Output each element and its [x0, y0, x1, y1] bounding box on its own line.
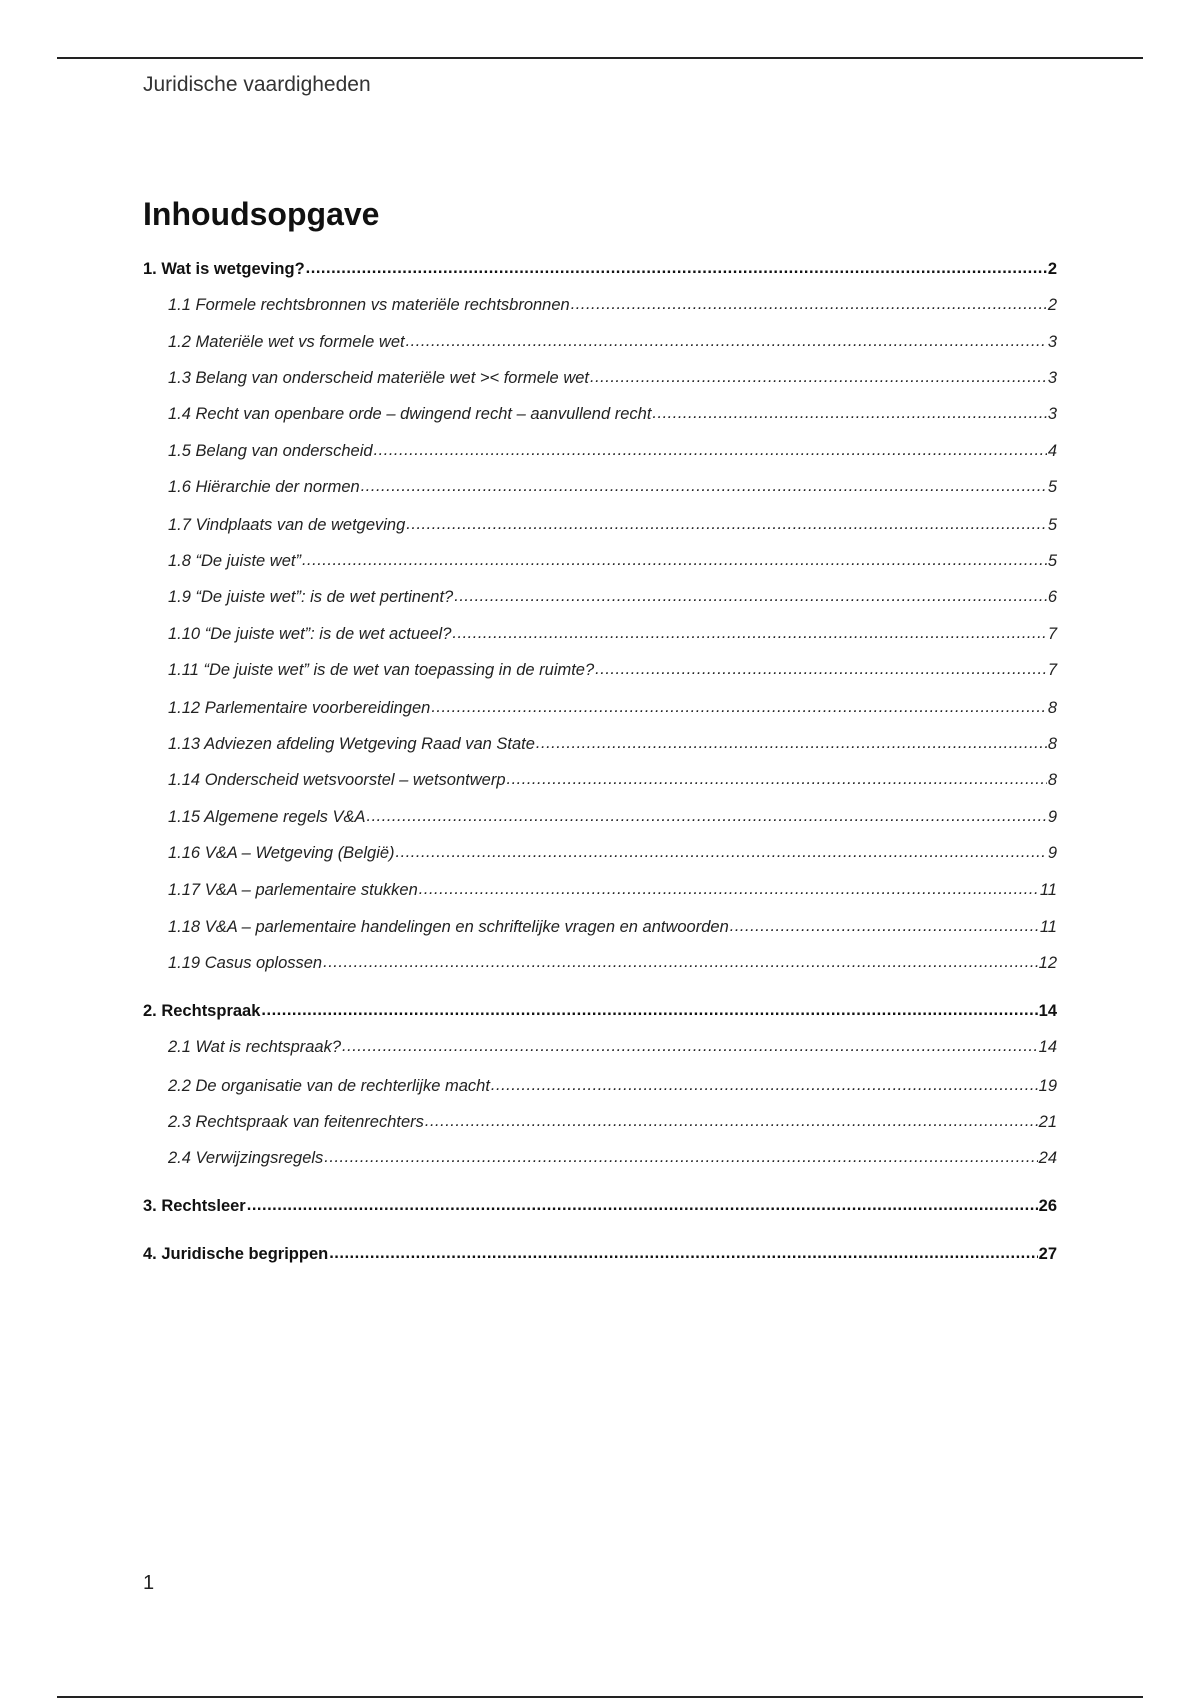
dot-leader — [652, 402, 1046, 424]
toc-entry-page: 24 — [1038, 1149, 1057, 1167]
toc-entry-page: 7 — [1047, 625, 1057, 643]
toc-entry-label: 1.5 Belang van onderscheid — [168, 442, 373, 460]
toc-entry[interactable] — [168, 842, 1057, 864]
toc-entry-label: 1.8 “De juiste wet” — [168, 552, 301, 570]
toc-entry-page: 8 — [1047, 699, 1057, 717]
toc-entry[interactable] — [143, 1243, 1057, 1265]
dot-leader — [595, 658, 1047, 680]
toc-entry[interactable] — [143, 1195, 1057, 1217]
header-rule — [57, 57, 1143, 59]
toc-entry[interactable] — [168, 1036, 1057, 1058]
dot-leader — [419, 878, 1039, 900]
dot-leader — [329, 1242, 1037, 1264]
dot-leader — [491, 1074, 1038, 1096]
toc-entry-label: 1.6 Hiërarchie der normen — [168, 478, 360, 496]
page-number: 1 — [143, 1572, 155, 1594]
toc-entry-label: 1.9 “De juiste wet”: is de wet pertinent? — [168, 588, 454, 606]
dot-leader — [431, 696, 1046, 718]
toc-entry-label: 1.1 Formele rechtsbronnen vs materiële rechtsbronnen — [168, 296, 570, 314]
dot-leader — [590, 366, 1047, 388]
toc-entry-page: 12 — [1038, 954, 1057, 972]
toc-entry-label: 1.11 “De juiste wet” is de wet van toepassing in de ruimte? — [168, 661, 595, 679]
dot-leader — [247, 1194, 1038, 1216]
toc-entry[interactable] — [168, 733, 1057, 755]
toc-title: Inhoudsopgave — [143, 196, 380, 232]
toc-entry[interactable] — [143, 1000, 1057, 1022]
toc-entry-page: 4 — [1047, 442, 1057, 460]
toc-entry-label: 2.2 De organisatie van de rechterlijke macht — [168, 1077, 490, 1095]
dot-leader — [452, 622, 1046, 644]
toc-entry-page: 27 — [1038, 1245, 1057, 1263]
toc-entry-page: 3 — [1047, 369, 1057, 387]
toc-entry-page: 26 — [1038, 1197, 1057, 1215]
toc-entry[interactable] — [168, 659, 1057, 681]
toc-entry-label: 1.18 V&A – parlementaire handelingen en schriftelijke vragen en antwoorden — [168, 918, 729, 936]
toc-entry[interactable] — [168, 769, 1057, 791]
toc-entry-page: 7 — [1047, 661, 1057, 679]
dot-leader — [396, 841, 1047, 863]
toc-entry[interactable] — [168, 294, 1057, 316]
toc-entry[interactable] — [168, 916, 1057, 938]
toc-entry[interactable] — [168, 403, 1057, 425]
dot-leader — [302, 549, 1047, 571]
toc-entry-label: 1.7 Vindplaats van de wetgeving — [168, 516, 406, 534]
toc-entry-label: 1.17 V&A – parlementaire stukken — [168, 881, 418, 899]
dot-leader — [571, 293, 1047, 315]
dot-leader — [425, 1110, 1038, 1132]
toc-entry-label: 2.1 Wat is rechtspraak? — [168, 1038, 342, 1056]
toc-entry-page: 9 — [1047, 844, 1057, 862]
toc-entry[interactable] — [168, 1147, 1057, 1169]
toc-entry-page: 14 — [1038, 1002, 1057, 1020]
toc-entry-label: 1.13 Adviezen afdeling Wetgeving Raad van State — [168, 735, 535, 753]
dot-leader — [536, 732, 1047, 754]
dot-leader — [306, 257, 1047, 279]
toc-entry-label: 2. Rechtspraak — [143, 1002, 261, 1020]
dot-leader — [374, 439, 1047, 461]
footer-rule — [57, 1696, 1143, 1698]
toc-entry-page: 21 — [1038, 1113, 1057, 1131]
toc-entry[interactable] — [168, 550, 1057, 572]
toc-entry-label: 1.14 Onderscheid wetsvoorstel – wetsontwerp — [168, 771, 506, 789]
toc-entry[interactable] — [168, 1111, 1057, 1133]
toc-entry[interactable] — [168, 879, 1057, 901]
toc-entry[interactable] — [168, 586, 1057, 608]
toc-entry-label: 1.3 Belang van onderscheid materiële wet >< formele wet — [168, 369, 589, 387]
toc-entry-label: 2.3 Rechtspraak van feitenrechters — [168, 1113, 424, 1131]
dot-leader — [454, 585, 1047, 607]
toc-entry-label: 1.4 Recht van openbare orde – dwingend recht – aanvullend recht — [168, 405, 652, 423]
toc-entry-page: 2 — [1047, 296, 1057, 314]
toc-entry-label: 1.15 Algemene regels V&A — [168, 808, 366, 826]
toc-entry[interactable] — [143, 258, 1057, 280]
toc-entry-page: 5 — [1047, 516, 1057, 534]
toc-entry-page: 14 — [1038, 1038, 1057, 1056]
toc-entry[interactable] — [168, 367, 1057, 389]
toc-entry-page: 19 — [1038, 1077, 1057, 1095]
dot-leader — [406, 513, 1047, 535]
running-header: Juridische vaardigheden — [143, 73, 371, 96]
toc-entry[interactable] — [168, 1075, 1057, 1097]
toc-entry-page: 3 — [1047, 333, 1057, 351]
toc-entry-page: 6 — [1047, 588, 1057, 606]
dot-leader — [361, 475, 1047, 497]
toc-entry-label: 4. Juridische begrippen — [143, 1245, 329, 1263]
toc-entry[interactable] — [168, 623, 1057, 645]
toc-entry[interactable] — [168, 331, 1057, 353]
toc-entry-label: 1.2 Materiële wet vs formele wet — [168, 333, 405, 351]
dot-leader — [324, 1146, 1037, 1168]
toc-entry-page: 5 — [1047, 478, 1057, 496]
toc-entry-label: 1.12 Parlementaire voorbereidingen — [168, 699, 431, 717]
toc-entry-page: 9 — [1047, 808, 1057, 826]
toc-entry-label: 1. Wat is wetgeving? — [143, 260, 305, 278]
dot-leader — [507, 768, 1047, 790]
dot-leader — [367, 805, 1047, 827]
toc-entry-page: 2 — [1047, 260, 1057, 278]
toc-entry-page: 8 — [1047, 735, 1057, 753]
toc-entry[interactable] — [168, 514, 1057, 536]
toc-entry-page: 3 — [1047, 405, 1057, 423]
toc-entry-label: 1.10 “De juiste wet”: is de wet actueel? — [168, 625, 452, 643]
toc-entry-page: 11 — [1039, 881, 1057, 899]
toc-entry[interactable] — [168, 952, 1057, 974]
dot-leader — [261, 999, 1037, 1021]
toc-entry-label: 1.16 V&A – Wetgeving (België) — [168, 844, 395, 862]
toc-entry-label: 3. Rechtsleer — [143, 1197, 246, 1215]
toc-entry[interactable] — [168, 440, 1057, 462]
dot-leader — [323, 951, 1038, 973]
toc-entry-page: 5 — [1047, 552, 1057, 570]
dot-leader — [342, 1035, 1038, 1057]
toc-entry-page: 8 — [1047, 771, 1057, 789]
toc-entry-page: 11 — [1039, 918, 1057, 936]
dot-leader — [406, 330, 1047, 352]
toc-entry[interactable] — [168, 697, 1057, 719]
toc-entry[interactable] — [168, 806, 1057, 828]
toc-entry-label: 1.19 Casus oplossen — [168, 954, 323, 972]
toc-entry-label: 2.4 Verwijzingsregels — [168, 1149, 324, 1167]
toc-entry[interactable] — [168, 476, 1057, 498]
dot-leader — [730, 915, 1039, 937]
